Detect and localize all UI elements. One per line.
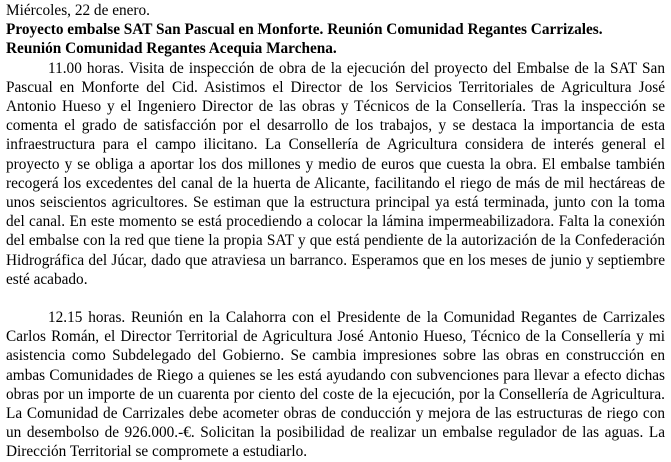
entry-title-line-1: Proyecto embalse SAT San Pascual en Monforte. Reunión Comunidad Regantes Carrizales. (6, 21, 603, 39)
paragraph-meeting-carrizales: 12.15 horas. Reunión en la Calahorra con el Presidente de la Comunidad Regantes de Carrizales Carlos Román, el Director Territorial de Agricultura José Antonio Hueso, Técnico de la Consellería y mi asistencia como Subdelegado del Gobierno. Se cambia impresiones sobre las obras en construcción en ambas Comunidades de Riego a quienes se les está ayudando con subvenciones para llevar a efecto dichas obras por un importe de un cuarenta por ciento del coste de la ejecución, por la Consellería de Agricultura. La Comunidad de Carrizales debe acometer obras de conducción y mejora de las estructuras de riego con un desembolso de 926.000.-€. Solicitan la posibilidad de realizar un embalse regulador de las aguas. La Dirección Territorial se compromete a estudiarlo. (6, 309, 665, 461)
entry-date: Miércoles, 22 de enero. (6, 2, 150, 19)
paragraph-visit-inspection: 11.00 horas. Visita de inspección de obra de la ejecución del proyecto del Embalse de la SAT San Pascual en Monforte del Cid. Asistimos el Director de los Servicios Territoriales de Agricultura José Antonio Hueso y el Ingeniero Director de las obras y Técnicos de la Consellería. Tras la inspección se comenta el grado de satisfacción por el desarrollo de los trabajos, y se destaca la importancia de esta infraestructura para el campo ilicitano. La Consellería de Agricultura considera de interés general el proyecto y se obliga a aportar los dos millones y medio de euros que cuesta la obra. El embalse también recogerá los excedentes del canal de la huerta de Alicante, facilitando el riego de más de mil hectáreas de unos seiscientos agricultores. Se estiman que la estructura principal ya está terminada, junto con la toma del canal. En este momento se está procediendo a colocar la lámina impermeabilizadora. Falta la conexión del embalse con la red que tiene la propia SAT y que está pendiente de la autorización de la Confederación Hidrográfica del Júcar, dado que atraviesa un barranco. Esperamos que en los meses de junio y septiembre esté acabado. (6, 59, 665, 288)
entry-title-line-2: Reunión Comunidad Regantes Acequia Marchena. (6, 40, 337, 58)
entry-title (6, 20, 665, 58)
paragraph-spacer (6, 289, 665, 308)
